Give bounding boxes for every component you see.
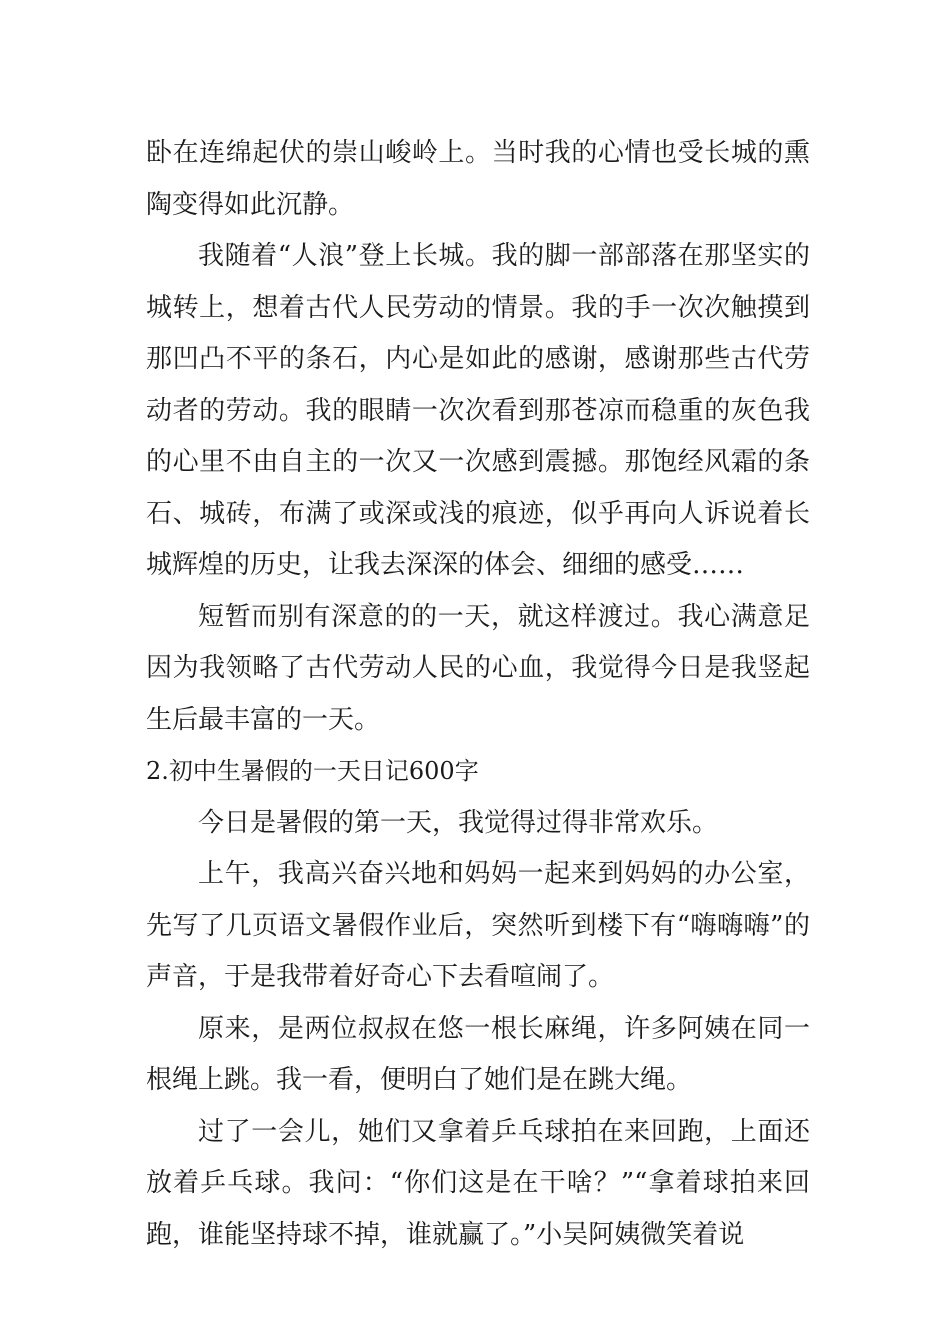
paragraph-great-wall-climb: 我随着“人浪”登上长城。我的脚一部部落在那坚实的城转上，想着古代人民劳动的情景。我的手一次次触摸到那凹凸不平的条石，内心是如此的感谢，感谢那些古代劳动者的劳动。我的眼睛一次次看到那苍凉而稳重的灰色我的心里不由自主的一次又一次感到震撼。那饱经风霜的条石、城砖，布满了或深或浅的痕迹，似乎再向人诉说着长城辉煌的历史，让我去深深的体会、细细的感受…… — [146, 241, 810, 580]
paragraph-first-day: 今日是暑假的第一天，我觉得过得非常欢乐。 — [198, 807, 719, 838]
paragraph-day-conclusion: 短暂而别有深意的的一天，就这样渡过。我心满意足因为我领略了古代劳动人民的心血，我觉得今日是我竖起生后最丰富的一天。 — [146, 601, 810, 735]
paragraph-morning-office: 上午，我高兴奋兴地和妈妈一起来到妈妈的办公室，先写了几页语文暑假作业后，突然听到楼下有“嗨嗨嗨”的声音，于是我带着好奇心下去看喧闹了。 — [146, 859, 810, 992]
document-body — [146, 128, 810, 1261]
paragraph-ping-pong: 过了一会儿，她们又拿着乒乓球拍在来回跑，上面还放着乒乓球。我问：“你们这是在干啥？”“拿着球拍来回跑，谁能坚持球不掉，谁就赢了。”小吴阿姨微笑着说 — [146, 1116, 810, 1250]
paragraph-jump-rope: 原来，是两位叔叔在悠一根长麻绳，许多阿姨在同一根绳上跳。我一看，便明白了她们是在跳大绳。 — [146, 1013, 810, 1095]
paragraph-continuation: 卧在连绵起伏的崇山峻岭上。当时我的心情也受长城的熏陶变得如此沉静。 — [146, 138, 810, 220]
section-heading: 2.初中生暑假的一天日记600字 — [146, 757, 479, 785]
